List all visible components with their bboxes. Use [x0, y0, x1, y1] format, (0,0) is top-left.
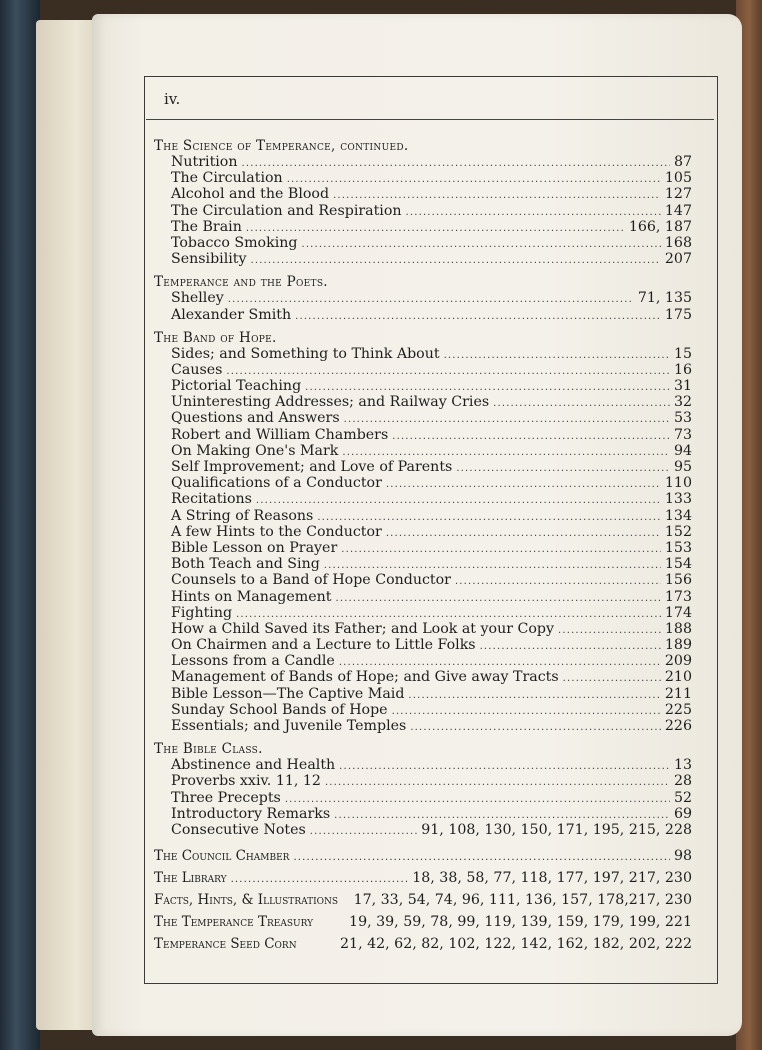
toc-entry [154, 540, 692, 556]
entry-pages: 18, 38, 58, 77, 118, 177, 197, 217, 230 [412, 870, 692, 887]
entry-pages: 211 [664, 685, 692, 702]
toc-entry [154, 718, 692, 734]
toc-entry [154, 773, 692, 789]
entry-title: On Chairmen and a Lecture to Little Folks [171, 637, 476, 654]
entry-title: Shelley [171, 290, 224, 307]
toc-section [154, 330, 692, 735]
entry-pages: 98 [673, 848, 692, 865]
entry-pages: 32 [673, 394, 692, 411]
entry-pages: 73 [673, 426, 692, 443]
toc-section [154, 138, 692, 267]
entry-title: The Library [154, 870, 227, 887]
entry-pages: 189 [664, 637, 692, 654]
entry-title: Essentials; and Juvenile Temples [171, 718, 407, 734]
entry-pages: 71, 135 [637, 290, 692, 307]
entry-pages: 147 [664, 202, 692, 219]
toc-entry [154, 251, 692, 267]
entry-pages: 174 [664, 604, 692, 621]
entry-pages: 188 [664, 620, 692, 637]
section-title: The Science of Temperance, continued. [154, 138, 409, 154]
entry-pages: 53 [673, 410, 692, 427]
toc-entry [154, 170, 692, 186]
entry-title: Fighting [171, 604, 233, 621]
entry-pages: 69 [673, 805, 692, 822]
entry-title: Qualifications of a Conductor [171, 475, 382, 492]
entry-title: The Circulation [171, 170, 283, 187]
entry-title: Bible Lesson—The Captive Maid [171, 685, 405, 702]
entry-pages: 28 [673, 773, 692, 790]
entry-pages: 175 [664, 306, 692, 323]
entry-title: Consecutive Notes [171, 821, 306, 838]
toc-entry [154, 806, 692, 822]
entry-pages: 154 [664, 556, 692, 573]
entry-title: Tobacco Smoking [171, 234, 298, 251]
section-title: The Band of Hope. [154, 329, 277, 346]
entry-title: Robert and William Chambers [171, 426, 389, 443]
entry-title: Proverbs xxiv. 11, 12 [171, 773, 321, 790]
toc-entry [154, 702, 692, 718]
toc-entry [154, 790, 692, 806]
entry-title: Introductory Remarks [171, 805, 331, 822]
toc-entry [154, 524, 692, 540]
entry-pages: 21, 42, 62, 82, 102, 122, 142, 162, 182, 202, 222 [340, 936, 692, 953]
entry-title: A String of Reasons [171, 507, 314, 524]
entry-title: Self Improvement; and Love of Parents [171, 459, 453, 475]
entry-pages: 226 [664, 718, 692, 734]
entry-pages: 225 [664, 701, 692, 718]
toc-entry [154, 307, 692, 323]
toc-single-entry [154, 911, 692, 933]
entry-pages: 110 [664, 475, 692, 492]
section-gap [154, 838, 692, 845]
entry-pages: 210 [664, 669, 692, 686]
entry-title: Abstinence and Health [171, 757, 336, 774]
entry-title: Alcohol and the Blood [171, 186, 330, 203]
entry-title: Sensibility [171, 251, 247, 268]
dot-leader [410, 718, 661, 736]
toc-entry [154, 443, 692, 459]
entry-title: Facts, Hints, & Illustrations [154, 892, 339, 909]
entry-pages: 153 [664, 539, 692, 556]
toc-entry [154, 653, 692, 669]
entry-pages: 13 [673, 757, 692, 774]
toc-entry [154, 621, 692, 637]
toc-entry [154, 394, 692, 410]
entry-pages: 105 [664, 170, 692, 187]
entry-title: Three Precepts [171, 789, 281, 806]
entry-pages: 209 [664, 653, 692, 670]
toc-entry [154, 757, 692, 773]
toc-entry [154, 589, 692, 605]
entry-pages: 52 [673, 789, 692, 806]
dot-leader [231, 867, 409, 891]
toc-entry [154, 346, 692, 362]
toc-entry [154, 508, 692, 524]
dot-leader [295, 307, 661, 325]
book-binding-left [0, 0, 40, 1050]
entry-pages: 95 [673, 459, 692, 475]
toc-entry [154, 556, 692, 572]
toc-entry [154, 605, 692, 621]
toc-entry [154, 475, 692, 491]
toc-section [154, 741, 692, 838]
dot-leader [293, 845, 669, 869]
entry-title: A few Hints to the Conductor [171, 523, 382, 540]
entry-pages: 173 [664, 588, 692, 605]
entry-pages: 87 [673, 154, 692, 170]
toc-entry [154, 669, 692, 685]
section-title: The Bible Class. [154, 741, 263, 758]
toc-single-entry [154, 845, 692, 867]
entry-title: Sides; and Something to Think About [171, 345, 440, 362]
toc-entry [154, 686, 692, 702]
entry-pages: 31 [673, 378, 692, 395]
entry-pages: 91, 108, 130, 150, 171, 195, 215, 228 [421, 821, 692, 838]
entry-title: The Council Chamber [154, 848, 290, 865]
toc-entry [154, 427, 692, 443]
entry-title: Questions and Answers [171, 410, 340, 427]
toc-entry [154, 410, 692, 426]
entry-pages: 127 [664, 186, 692, 203]
toc-single-entry [154, 889, 692, 911]
entry-title: Causes [171, 361, 223, 378]
entry-pages: 156 [664, 572, 692, 589]
toc-entry [154, 637, 692, 653]
entry-pages: 16 [673, 361, 692, 378]
entry-pages: 207 [664, 251, 692, 268]
entry-pages: 15 [673, 345, 692, 362]
toc-section [154, 274, 692, 322]
entry-pages: 134 [664, 507, 692, 524]
entry-pages: 19, 39, 59, 78, 99, 119, 139, 159, 179, 199, 221 [349, 914, 692, 931]
section-title: Temperance and the Poets. [154, 274, 328, 291]
entry-title: Lessons from a Candle [171, 653, 335, 670]
entry-title: Temperance Seed Corn [154, 936, 297, 953]
entry-title: Nutrition [171, 154, 238, 170]
toc-entry [154, 203, 692, 219]
toc-entry [154, 491, 692, 507]
toc-entry [154, 822, 692, 838]
toc-single-entry [154, 933, 692, 955]
entry-title: How a Child Saved its Father; and Look at your Copy [171, 620, 554, 637]
entry-pages: 152 [664, 523, 692, 540]
toc-entry [154, 219, 692, 235]
toc-single-entry [154, 867, 692, 889]
entry-title: Recitations [171, 491, 252, 508]
entry-title: Sunday School Bands of Hope [171, 701, 388, 718]
entry-title: Management of Bands of Hope; and Give away Tracts [171, 669, 559, 686]
entry-title: Uninteresting Addresses; and Railway Cries [171, 394, 490, 411]
table-of-contents [154, 138, 692, 955]
toc-entry [154, 459, 692, 475]
toc-entry [154, 378, 692, 394]
entry-pages: 94 [673, 442, 692, 459]
toc-entry [154, 572, 692, 588]
entry-title: Counsels to a Band of Hope Conductor [171, 572, 451, 589]
entry-title: Both Teach and Sing [171, 556, 320, 573]
entry-title: Hints on Management [171, 588, 332, 605]
toc-entry [154, 362, 692, 378]
page-number: iv. [164, 90, 181, 108]
entry-pages: 168 [664, 234, 692, 251]
dot-leader [250, 251, 660, 269]
entry-title: On Making One's Mark [171, 442, 339, 459]
entry-title: The Circulation and Respiration [171, 202, 402, 219]
entry-pages: 133 [664, 491, 692, 508]
entry-pages: 166, 187 [628, 218, 692, 235]
toc-entry [154, 186, 692, 202]
toc-entry [154, 154, 692, 170]
entry-title: The Brain [171, 218, 242, 235]
entry-pages: 17, 33, 54, 74, 96, 111, 136, 157, 178,217, 230 [353, 892, 692, 909]
entry-title: Bible Lesson on Prayer [171, 539, 338, 556]
toc-entry [154, 290, 692, 306]
entry-title: Pictorial Teaching [171, 378, 302, 395]
entry-title: The Temperance Treasury [154, 914, 314, 931]
dot-leader [310, 822, 417, 840]
entry-title: Alexander Smith [171, 306, 292, 323]
header-rule [146, 119, 714, 120]
toc-entry [154, 235, 692, 251]
